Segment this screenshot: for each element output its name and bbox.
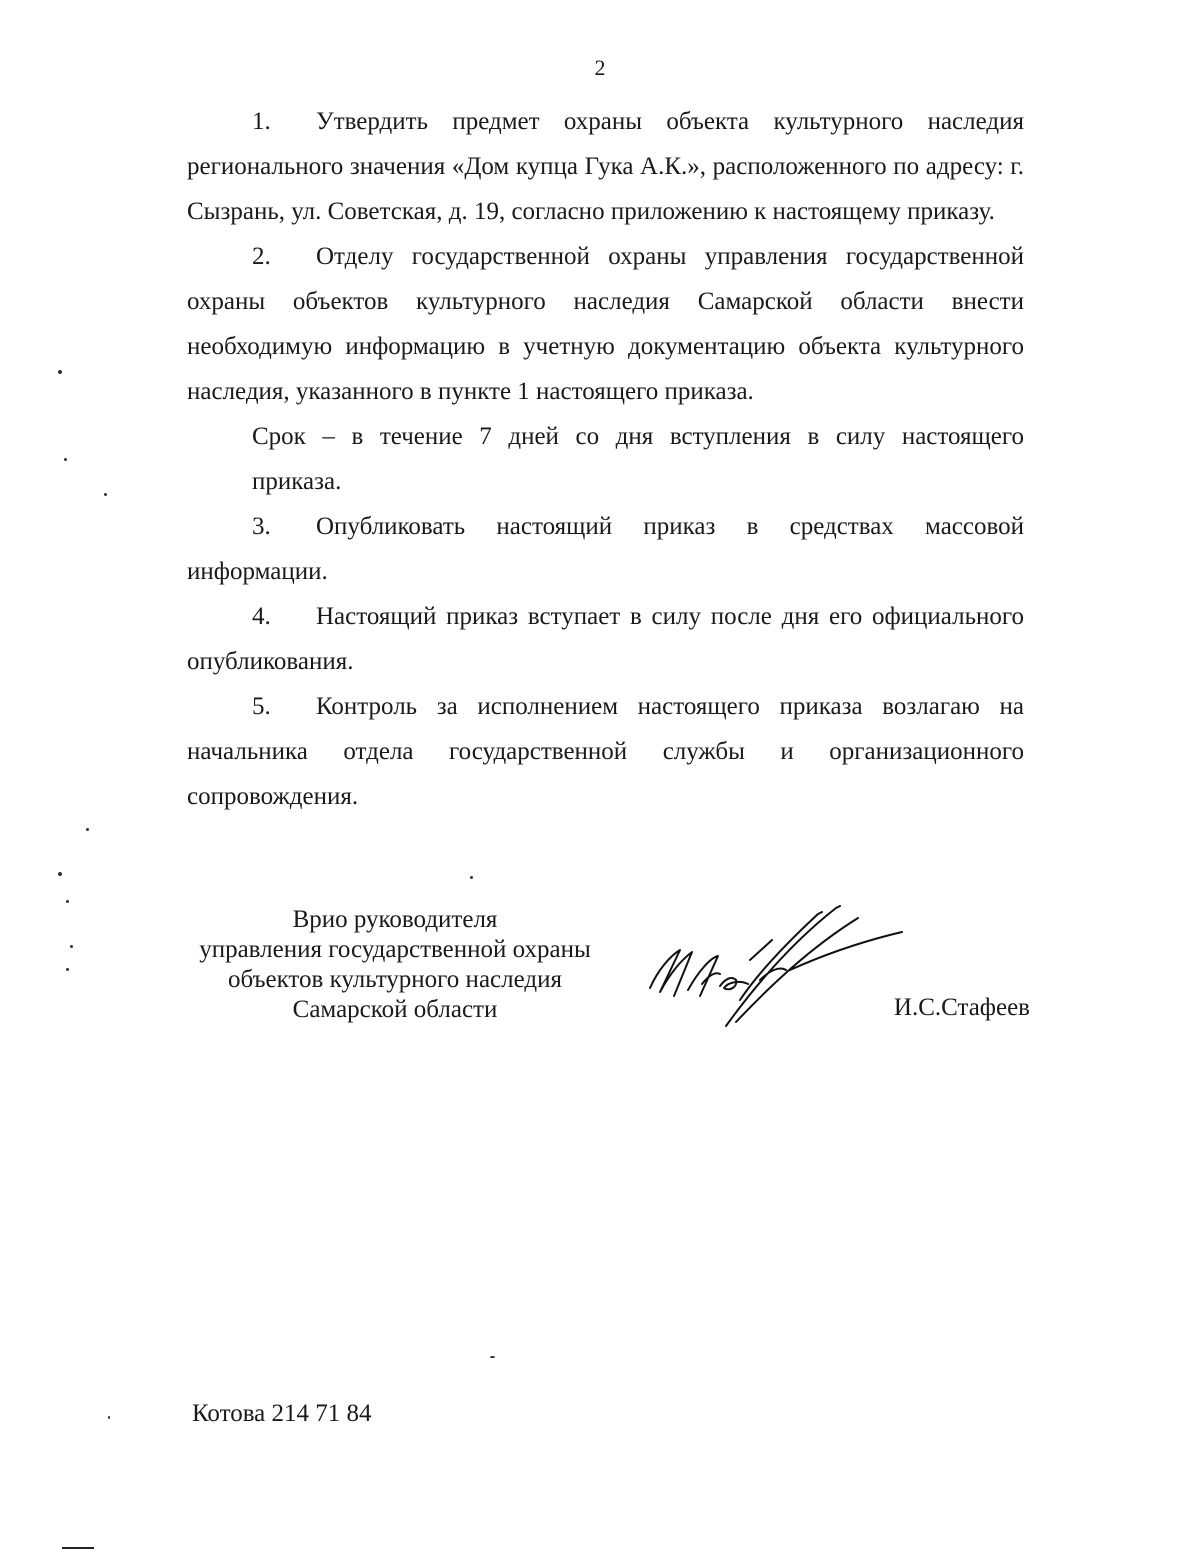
scan-speck — [104, 493, 107, 496]
paragraph-item-4 — [187, 594, 1024, 684]
scan-speck — [66, 900, 69, 903]
paragraph-item-2 — [187, 234, 1024, 414]
paragraph-number: 2. — [252, 243, 271, 270]
scan-speck — [86, 828, 89, 831]
paragraph-text: Отделу государственной охраны управления государственной охраны объектов культурного наследия Самарской области внести необходимую информацию в учетную документацию объекта культурного наследия, указанного в пункте 1 настоящего приказа. — [187, 243, 1024, 405]
scan-speck — [490, 1356, 495, 1358]
paragraph-item-5 — [187, 684, 1024, 819]
scan-speck — [64, 458, 67, 461]
scan-edge-mark — [62, 1547, 94, 1549]
scan-speck — [470, 876, 473, 879]
scan-speck — [58, 370, 62, 374]
paragraph-text: Утвердить предмет охраны объекта культурного наследия регионального значения «Дом купца Гука А.К.», расположенного по адресу: г. Сызрань, ул. Советская, д. 19, согласно приложению к настоящему приказу. — [187, 108, 1024, 225]
paragraph-text: Настоящий приказ вступает в силу после дня его официального опубликования. — [187, 603, 1024, 675]
paragraph-number: 5. — [252, 693, 271, 720]
paragraph-text: Опубликовать настоящий приказ в средствах массовой информации. — [187, 513, 1024, 585]
contact-line: Котова 214 71 84 — [192, 1400, 372, 1427]
scan-speck — [66, 968, 69, 971]
signer-title-block — [180, 905, 610, 1025]
page-number: 2 — [594, 55, 606, 80]
scan-speck — [70, 945, 73, 948]
signer-title-line: Врио руководителя — [292, 906, 498, 933]
paragraph-number: 4. — [252, 603, 271, 630]
order-body — [187, 99, 1024, 819]
paragraph-item-1 — [187, 99, 1024, 234]
deadline-text-line: приказа. — [252, 468, 342, 495]
paragraph-number: 1. — [252, 108, 271, 135]
scan-speck — [58, 872, 62, 876]
signer-title-line: управления государственной охраны — [199, 936, 591, 963]
signer-name: И.С.Стафеев — [893, 994, 1030, 1021]
paragraph-text: Контроль за исполнением настоящего приказа возлагаю на начальника отдела государственной службы и организационного сопровождения. — [187, 693, 1024, 810]
signer-title-line: Самарской области — [292, 996, 498, 1023]
signer-title-line: объектов культурного наследия — [228, 966, 562, 993]
deadline-text-line: Срок – в течение 7 дней со дня вступления в силу настоящего — [252, 423, 1024, 450]
paragraph-item-3 — [187, 504, 1024, 594]
deadline-paragraph — [187, 414, 1024, 504]
paragraph-number: 3. — [252, 513, 271, 540]
scan-speck — [108, 1416, 110, 1419]
